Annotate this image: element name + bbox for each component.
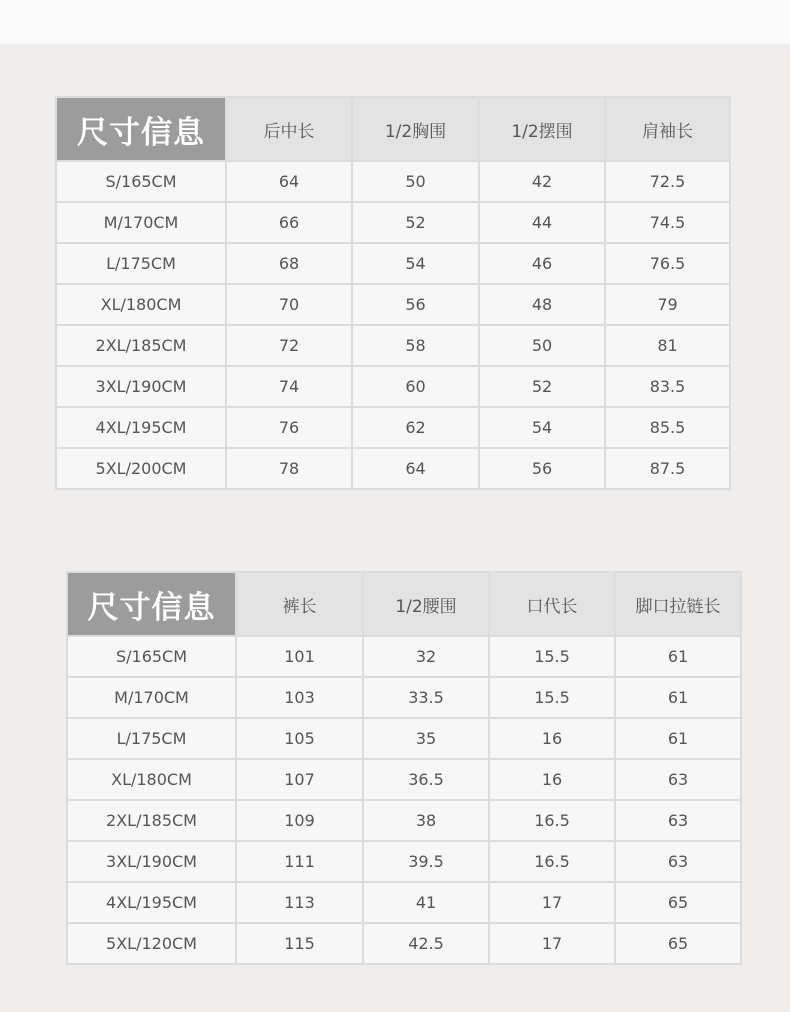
value-cell: 105 xyxy=(236,718,363,759)
value-cell: 101 xyxy=(236,636,363,677)
table-row xyxy=(56,366,730,407)
value-cell: 58 xyxy=(352,325,479,366)
value-cell: 76.5 xyxy=(605,243,730,284)
value-cell: 60 xyxy=(352,366,479,407)
value-cell: 36.5 xyxy=(363,759,489,800)
value-cell: 103 xyxy=(236,677,363,718)
size-cell: 5XL/200CM xyxy=(56,448,226,489)
table-row xyxy=(67,841,741,882)
size-cell: M/170CM xyxy=(56,202,226,243)
table-row xyxy=(67,636,741,677)
value-cell: 64 xyxy=(226,161,352,202)
value-cell: 16 xyxy=(489,759,615,800)
value-cell: 50 xyxy=(479,325,605,366)
value-cell: 54 xyxy=(352,243,479,284)
value-cell: 70 xyxy=(226,284,352,325)
column-header-back-length: 后中长 xyxy=(226,97,352,161)
size-cell: 3XL/190CM xyxy=(67,841,236,882)
value-cell: 74 xyxy=(226,366,352,407)
value-cell: 81 xyxy=(605,325,730,366)
value-cell: 64 xyxy=(352,448,479,489)
size-cell: 4XL/195CM xyxy=(56,407,226,448)
table-row xyxy=(67,677,741,718)
value-cell: 61 xyxy=(615,677,741,718)
size-cell: S/165CM xyxy=(67,636,236,677)
table-row xyxy=(67,923,741,964)
column-header-pants-length: 裤长 xyxy=(236,572,363,636)
value-cell: 76 xyxy=(226,407,352,448)
value-cell: 35 xyxy=(363,718,489,759)
value-cell: 46 xyxy=(479,243,605,284)
size-cell: M/170CM xyxy=(67,677,236,718)
value-cell: 16.5 xyxy=(489,800,615,841)
table-row xyxy=(56,243,730,284)
size-cell: XL/180CM xyxy=(67,759,236,800)
value-cell: 17 xyxy=(489,882,615,923)
value-cell: 56 xyxy=(479,448,605,489)
value-cell: 65 xyxy=(615,923,741,964)
value-cell: 61 xyxy=(615,636,741,677)
value-cell: 32 xyxy=(363,636,489,677)
value-cell: 63 xyxy=(615,759,741,800)
table-row xyxy=(56,448,730,489)
value-cell: 54 xyxy=(479,407,605,448)
value-cell: 109 xyxy=(236,800,363,841)
value-cell: 33.5 xyxy=(363,677,489,718)
value-cell: 111 xyxy=(236,841,363,882)
column-header-half-waist: 1/2腰围 xyxy=(363,572,489,636)
size-cell: S/165CM xyxy=(56,161,226,202)
column-header-half-chest: 1/2胸围 xyxy=(352,97,479,161)
table-row xyxy=(56,325,730,366)
value-cell: 48 xyxy=(479,284,605,325)
value-cell: 15.5 xyxy=(489,677,615,718)
value-cell: 44 xyxy=(479,202,605,243)
column-header-sleeve-length: 肩袖长 xyxy=(605,97,730,161)
value-cell: 63 xyxy=(615,841,741,882)
value-cell: 16 xyxy=(489,718,615,759)
value-cell: 63 xyxy=(615,800,741,841)
table-row xyxy=(56,161,730,202)
top-banner xyxy=(0,0,790,44)
value-cell: 56 xyxy=(352,284,479,325)
table-row xyxy=(67,759,741,800)
value-cell: 15.5 xyxy=(489,636,615,677)
size-cell: 4XL/195CM xyxy=(67,882,236,923)
size-cell: L/175CM xyxy=(56,243,226,284)
bottom-size-table xyxy=(66,571,742,965)
value-cell: 42 xyxy=(479,161,605,202)
header-row xyxy=(67,572,741,636)
size-cell: L/175CM xyxy=(67,718,236,759)
value-cell: 42.5 xyxy=(363,923,489,964)
top-size-table xyxy=(55,96,731,490)
value-cell: 83.5 xyxy=(605,366,730,407)
table-row xyxy=(67,882,741,923)
value-cell: 72.5 xyxy=(605,161,730,202)
table-title: 尺寸信息 xyxy=(67,572,236,636)
value-cell: 66 xyxy=(226,202,352,243)
value-cell: 17 xyxy=(489,923,615,964)
column-header-pocket-length: 口代长 xyxy=(489,572,615,636)
value-cell: 50 xyxy=(352,161,479,202)
table-row xyxy=(56,284,730,325)
value-cell: 79 xyxy=(605,284,730,325)
size-cell: XL/180CM xyxy=(56,284,226,325)
size-cell: 2XL/185CM xyxy=(56,325,226,366)
table-title: 尺寸信息 xyxy=(56,97,226,161)
value-cell: 113 xyxy=(236,882,363,923)
table-row xyxy=(56,407,730,448)
value-cell: 62 xyxy=(352,407,479,448)
table-row xyxy=(67,800,741,841)
value-cell: 39.5 xyxy=(363,841,489,882)
value-cell: 74.5 xyxy=(605,202,730,243)
value-cell: 115 xyxy=(236,923,363,964)
value-cell: 52 xyxy=(479,366,605,407)
value-cell: 52 xyxy=(352,202,479,243)
column-header-hem-zipper-length: 脚口拉链长 xyxy=(615,572,741,636)
value-cell: 65 xyxy=(615,882,741,923)
table-row xyxy=(67,718,741,759)
value-cell: 41 xyxy=(363,882,489,923)
value-cell: 107 xyxy=(236,759,363,800)
value-cell: 16.5 xyxy=(489,841,615,882)
header-row xyxy=(56,97,730,161)
value-cell: 68 xyxy=(226,243,352,284)
value-cell: 78 xyxy=(226,448,352,489)
value-cell: 61 xyxy=(615,718,741,759)
value-cell: 38 xyxy=(363,800,489,841)
size-cell: 2XL/185CM xyxy=(67,800,236,841)
value-cell: 72 xyxy=(226,325,352,366)
column-header-half-hem: 1/2摆围 xyxy=(479,97,605,161)
size-cell: 3XL/190CM xyxy=(56,366,226,407)
value-cell: 85.5 xyxy=(605,407,730,448)
size-cell: 5XL/120CM xyxy=(67,923,236,964)
table-row xyxy=(56,202,730,243)
value-cell: 87.5 xyxy=(605,448,730,489)
